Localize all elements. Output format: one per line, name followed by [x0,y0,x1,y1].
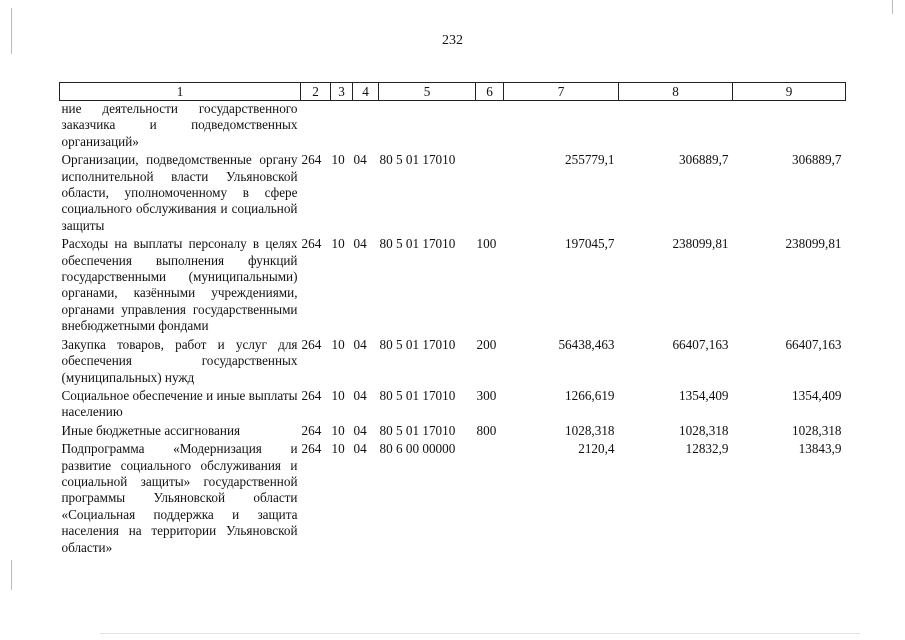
row-value-col7: 1028,318 [565,422,615,438]
header-row [60,83,846,101]
row-section: 10 [331,336,345,352]
row-admin-code: 264 [301,152,322,168]
table-body [60,101,846,558]
row-subsection: 04 [353,236,367,252]
row-expense-type: 300 [476,387,497,403]
row-name: Расходы на выплаты персоналу в целях обеспечения выполнения функций государственными (муниципальными) органами, казёнными учреждениями, органами управления государственными внебюджетными фондами [61,236,298,334]
row-subsection [353,101,379,153]
row-value-col8: 12832,9 [685,441,729,457]
header-col-8: 8 [619,83,733,101]
row-expense-type: 200 [476,336,497,352]
row-name: Социальное обеспечение и иные выплаты населению [61,387,298,420]
header-col-9: 9 [733,83,846,101]
table-row [60,101,846,153]
row-value-col8 [619,101,733,153]
table-row [60,423,846,441]
row-subsection: 04 [353,422,367,438]
row-section: 10 [331,236,345,252]
row-admin-code: 264 [301,422,322,438]
budget-table [59,82,846,558]
row-subsection: 04 [353,441,367,457]
row-admin-code: 264 [301,236,322,252]
scan-mark-right [892,0,893,14]
row-target-article: 80 6 00 00000 [379,441,456,457]
header-col-6: 6 [476,83,504,101]
table-row [60,337,846,388]
row-name: Подпрограмма «Модернизация и развитие социального обслуживания и социальной защиты» государственной программы Ульяновской области «Социальная поддержка и защита населения на территории Ульяновской области» [61,441,298,555]
row-admin-code: 264 [301,336,322,352]
row-value-col9 [733,101,846,153]
scan-mark-bottom [100,633,860,634]
row-target-article: 80 5 01 17010 [379,387,456,403]
row-section: 10 [331,387,345,403]
header-col-4: 4 [353,83,379,101]
row-value-col8: 1028,318 [679,422,729,438]
row-target-article: 80 5 01 17010 [379,336,456,352]
row-admin-code [301,101,331,153]
row-value-col7: 56438,463 [558,336,615,352]
row-value-col7 [504,101,619,153]
table-header [60,83,846,101]
row-value-col8: 306889,7 [679,152,729,168]
row-name: Закупка товаров, работ и услуг для обеспечения государственных (муниципальных) нужд [61,336,298,385]
row-target-article: 80 5 01 17010 [379,236,456,252]
row-value-col9: 1354,409 [792,387,842,403]
row-value-col7: 197045,7 [565,236,615,252]
row-subsection: 04 [353,336,367,352]
row-expense-type [476,101,504,153]
row-name: Иные бюджетные ассигнования [61,422,241,438]
row-value-col8: 1354,409 [679,387,729,403]
header-col-7: 7 [504,83,619,101]
row-target-article: 80 5 01 17010 [379,152,456,168]
row-section: 10 [331,441,345,457]
header-col-5: 5 [379,83,476,101]
table-row [60,388,846,423]
row-section: 10 [331,422,345,438]
table-row [60,236,846,336]
row-value-col7: 255779,1 [565,152,615,168]
row-expense-type: 100 [476,236,497,252]
row-value-col7: 2120,4 [578,441,615,457]
row-expense-type: 800 [476,422,497,438]
scan-mark-left-bottom [11,560,12,590]
row-expense-type [476,152,504,236]
row-section [331,101,353,153]
header-col-3: 3 [331,83,353,101]
row-value-col9: 66407,163 [785,336,842,352]
row-subsection: 04 [353,387,367,403]
row-value-col9: 1028,318 [792,422,842,438]
row-target-article [379,101,476,153]
row-section: 10 [331,152,345,168]
row-value-col7: 1266,619 [565,387,615,403]
row-value-col8: 66407,163 [672,336,729,352]
table-row [60,441,846,558]
row-target-article: 80 5 01 17010 [379,422,456,438]
row-admin-code: 264 [301,387,322,403]
page-number: 232 [442,33,463,48]
row-value-col9: 13843,9 [798,441,842,457]
row-expense-type [476,441,504,558]
table-row [60,152,846,236]
header-col-2: 2 [301,83,331,101]
header-col-1: 1 [60,83,301,101]
row-value-col9: 238099,81 [785,236,842,252]
scan-mark-left [11,8,12,54]
row-value-col9: 306889,7 [792,152,842,168]
row-subsection: 04 [353,152,367,168]
row-name: ние деятельности государственного заказчика и подведомственных организаций» [61,101,298,149]
row-value-col8: 238099,81 [672,236,729,252]
row-name: Организации, подведомственные органу исполнительной власти Ульяновской области, уполномоченному в сфере социального обслуживания и социальной защиты [61,152,298,233]
row-admin-code: 264 [301,441,322,457]
